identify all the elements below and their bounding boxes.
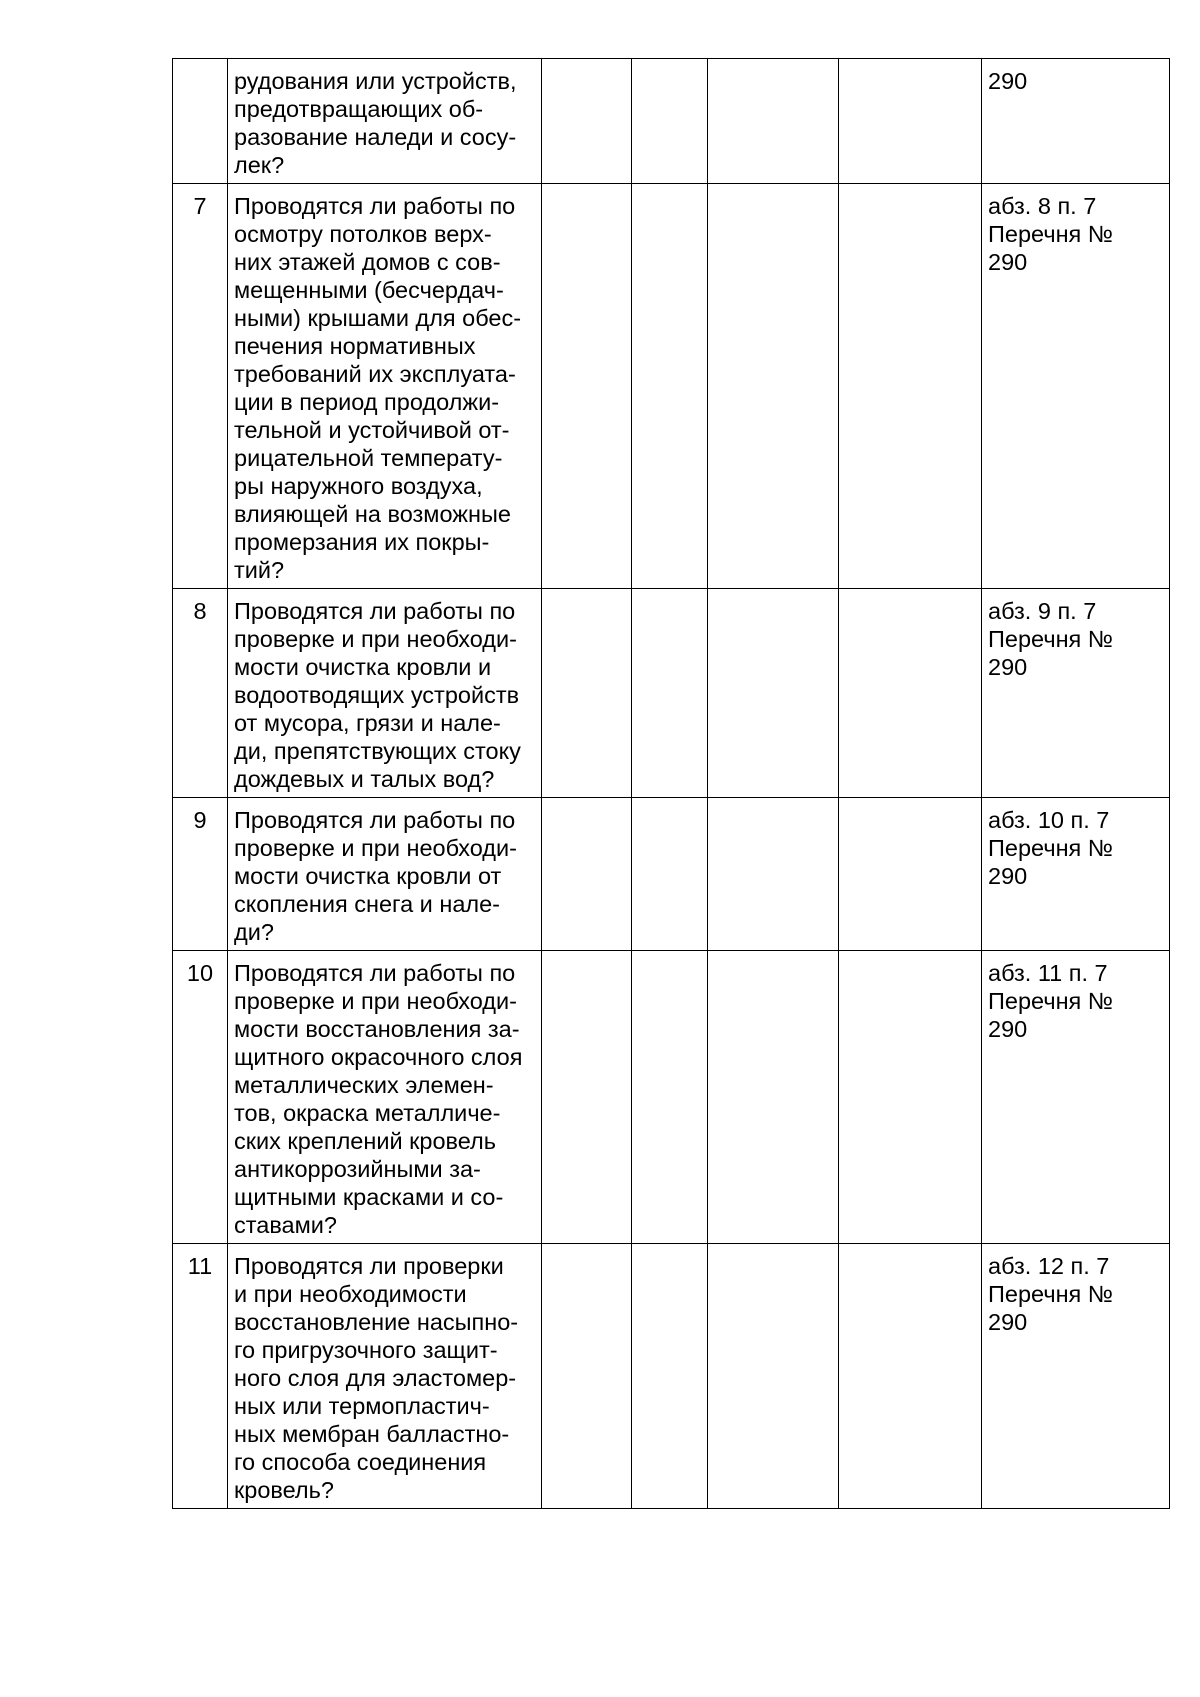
legal-reference: абз. 12 п. 7 Перечня № 290 — [982, 1244, 1170, 1509]
comment-cell — [839, 798, 982, 951]
question-text: Проводятся ли работы по проверке и при необходи- мости очистка кровли и водоотводящих устройств от мусора, грязи и нале- ди, препятствующих стоку дождевых и талых вод? — [228, 589, 542, 798]
answer-no-cell — [632, 59, 708, 184]
legal-reference: абз. 11 п. 7 Перечня № 290 — [982, 951, 1170, 1244]
table-row — [173, 798, 1170, 951]
answer-no-cell — [632, 951, 708, 1244]
not-applicable-cell — [708, 1244, 839, 1509]
row-number — [173, 59, 228, 184]
legal-reference: абз. 9 п. 7 Перечня № 290 — [982, 589, 1170, 798]
row-number: 8 — [173, 589, 228, 798]
answer-no-cell — [632, 1244, 708, 1509]
checklist-table — [172, 58, 1170, 1509]
table-row — [173, 589, 1170, 798]
row-number: 9 — [173, 798, 228, 951]
legal-reference: абз. 8 п. 7 Перечня № 290 — [982, 184, 1170, 589]
comment-cell — [839, 184, 982, 589]
answer-yes-cell — [542, 1244, 632, 1509]
not-applicable-cell — [708, 184, 839, 589]
not-applicable-cell — [708, 798, 839, 951]
not-applicable-cell — [708, 59, 839, 184]
legal-reference: 290 — [982, 59, 1170, 184]
answer-no-cell — [632, 184, 708, 589]
question-text: Проводятся ли работы по осмотру потолков верх- них этажей домов с сов- мещенными (бесчердач- ными) крышами для обес- печения нормативных требований их эксплуата- ции в период продолжи- тельной и устойчивой от- рицательной температу- ры наружного воздуха, влияющей на возможные промерзания их покры- тий? — [228, 184, 542, 589]
not-applicable-cell — [708, 589, 839, 798]
row-number: 11 — [173, 1244, 228, 1509]
answer-yes-cell — [542, 59, 632, 184]
legal-reference: абз. 10 п. 7 Перечня № 290 — [982, 798, 1170, 951]
answer-yes-cell — [542, 184, 632, 589]
answer-no-cell — [632, 798, 708, 951]
row-number: 10 — [173, 951, 228, 1244]
table-row — [173, 184, 1170, 589]
row-number: 7 — [173, 184, 228, 589]
answer-yes-cell — [542, 589, 632, 798]
question-text: Проводятся ли работы по проверке и при необходи- мости очистка кровли от скопления снега и нале- ди? — [228, 798, 542, 951]
answer-no-cell — [632, 589, 708, 798]
answer-yes-cell — [542, 798, 632, 951]
not-applicable-cell — [708, 951, 839, 1244]
table-row — [173, 951, 1170, 1244]
comment-cell — [839, 589, 982, 798]
table-row — [173, 1244, 1170, 1509]
comment-cell — [839, 59, 982, 184]
question-text: рудования или устройств, предотвращающих об- разование наледи и сосу- лек? — [228, 59, 542, 184]
question-text: Проводятся ли работы по проверке и при необходи- мости восстановления за- щитного окрасочного слоя металлических элемен- тов, окраска металличе- ских креплений кровель антикоррозийными за- щитными красками и со- ставами? — [228, 951, 542, 1244]
comment-cell — [839, 1244, 982, 1509]
answer-yes-cell — [542, 951, 632, 1244]
comment-cell — [839, 951, 982, 1244]
question-text: Проводятся ли проверки и при необходимости восстановление насыпно- го пригрузочного защит- ного слоя для эластомер- ных или термопластич- ных мембран балластно- го способа соединения кровель? — [228, 1244, 542, 1509]
table-row — [173, 59, 1170, 184]
